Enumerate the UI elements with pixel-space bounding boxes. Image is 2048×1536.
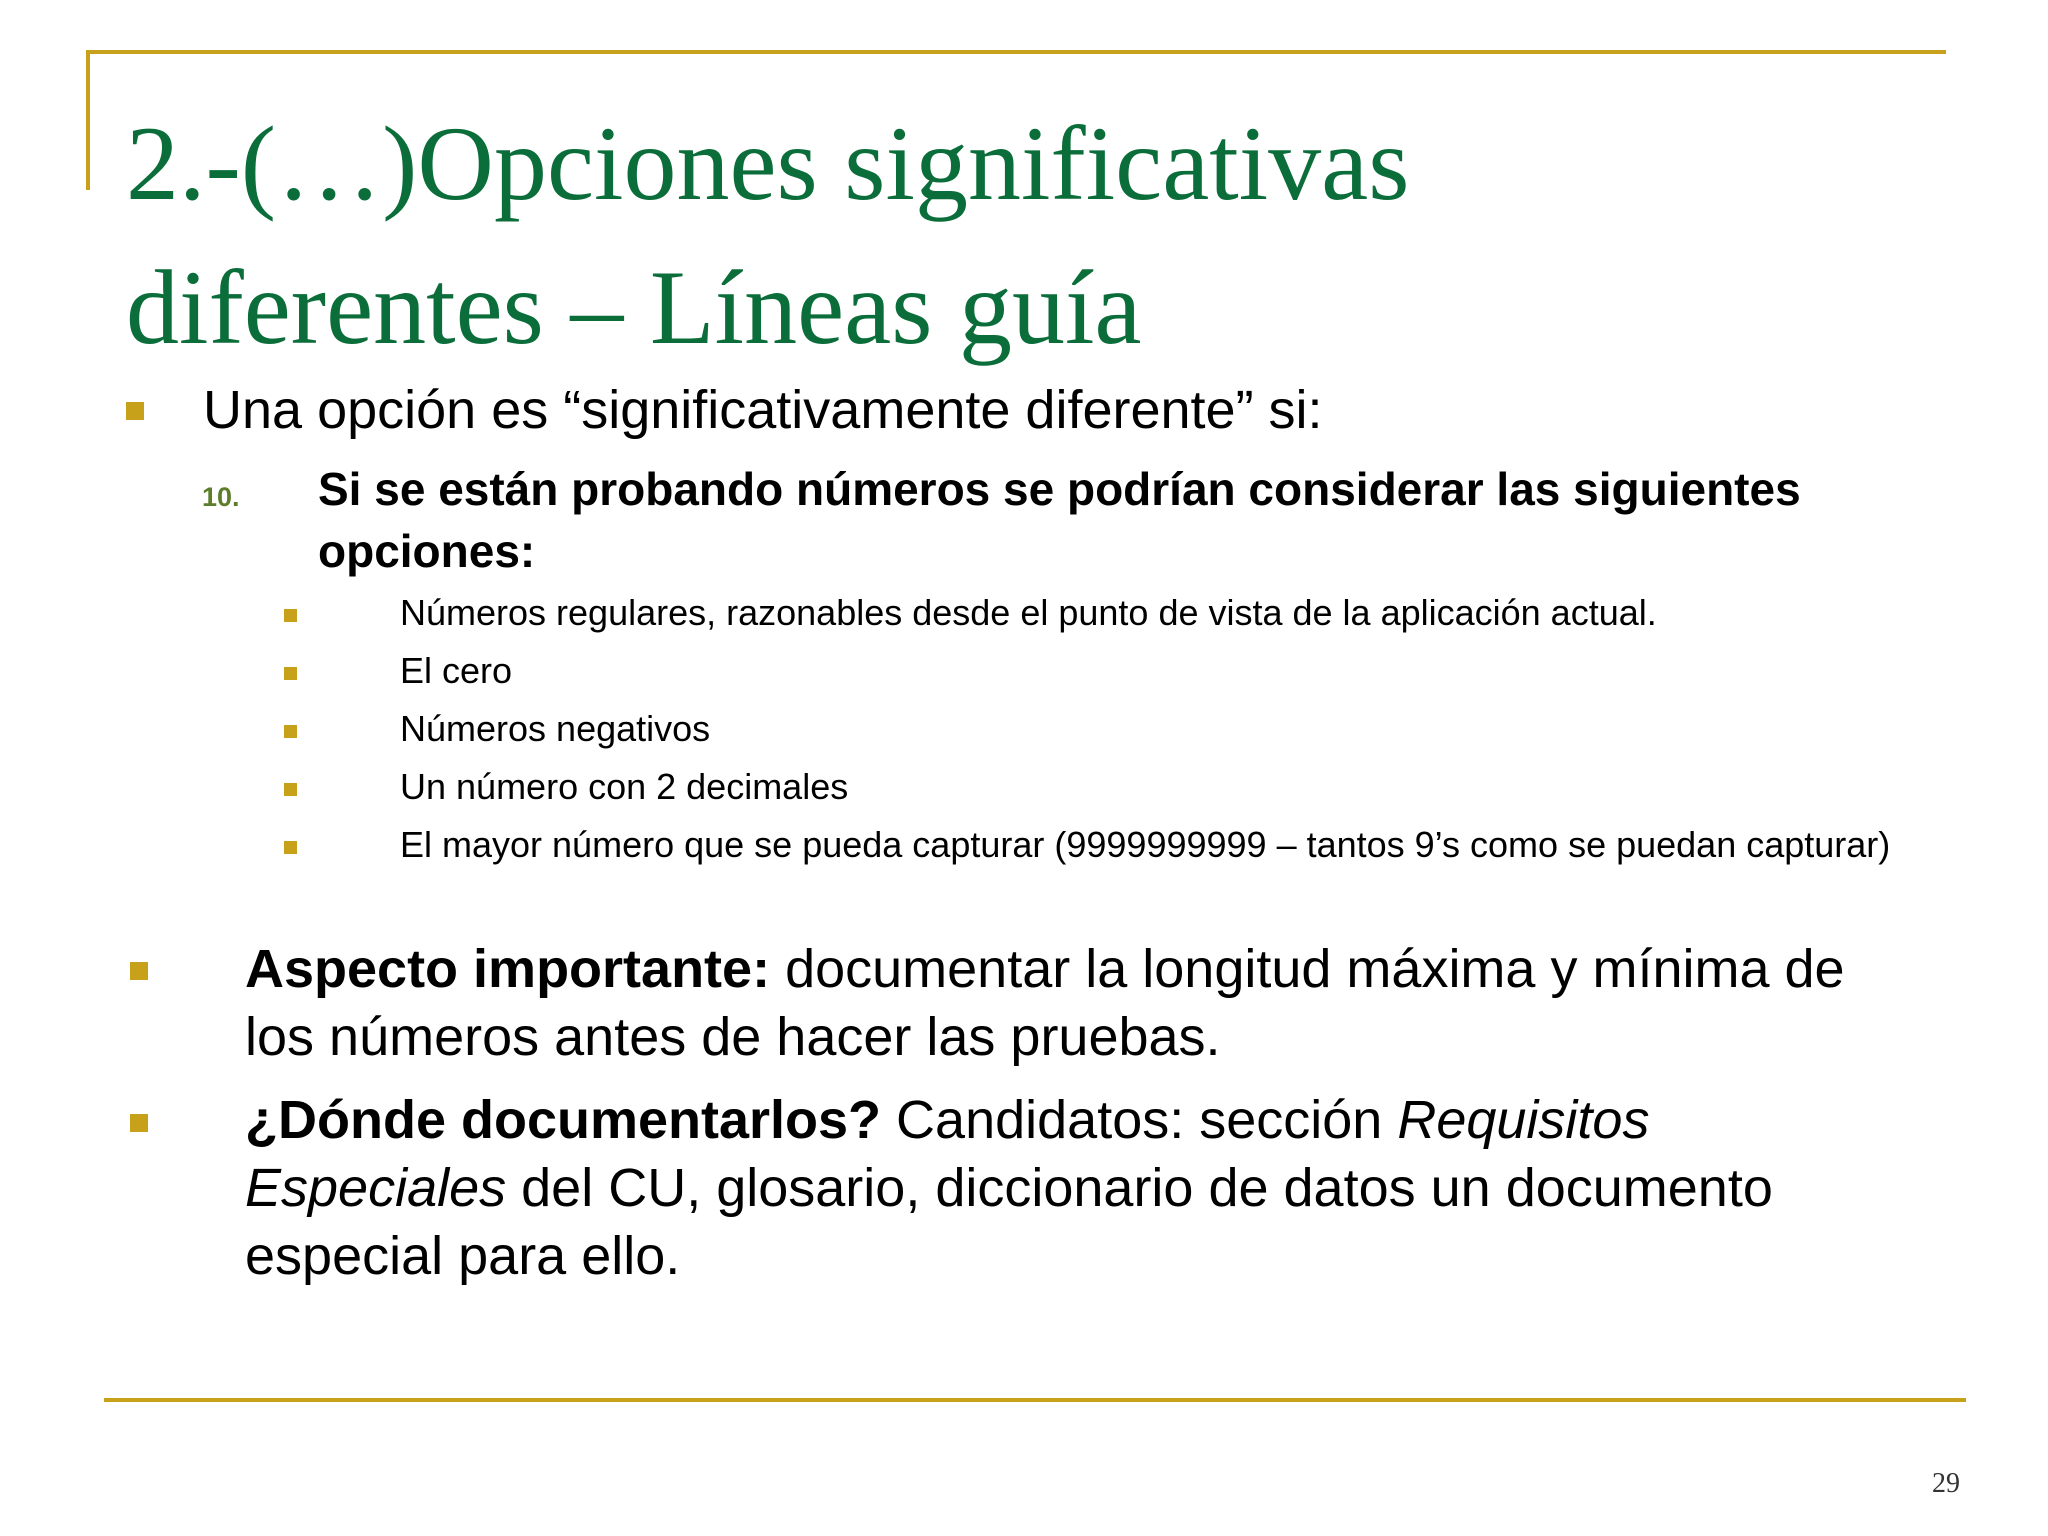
list-item — [284, 820, 1924, 870]
list-number: 10. — [202, 482, 240, 512]
list-item — [284, 704, 1924, 754]
title-line-1: 2.-(…)Opciones significativas — [126, 105, 1410, 222]
list-item — [284, 762, 1924, 812]
square-bullet-icon — [284, 725, 297, 738]
aspecto-paragraph — [245, 935, 1925, 1071]
slide-title — [126, 92, 1946, 380]
list-item-text: Números negativos — [400, 708, 711, 749]
title-line-2: diferentes – Líneas guía — [126, 249, 1142, 366]
donde-label: ¿Dónde documentarlos? — [245, 1090, 882, 1150]
page-number: 29 — [1932, 1468, 1960, 1499]
square-bullet-icon — [284, 783, 297, 796]
donde-paragraph — [245, 1086, 1925, 1290]
bullet-intro: Una opción es “significativamente diferente” si: — [203, 380, 1323, 440]
list-item-text: Números regulares, razonables desde el punto de vista de la aplicación actual. — [400, 592, 1657, 633]
aspecto-label: Aspecto importante: — [245, 939, 771, 999]
list-item-text: Un número con 2 decimales — [400, 766, 849, 807]
donde-text-1: Candidatos: sección — [881, 1090, 1398, 1150]
list-item — [284, 646, 1924, 696]
frame-left-line — [86, 50, 90, 190]
donde-italic: Requisitos Especiales — [245, 1090, 1650, 1218]
aspecto-text: documentar la longitud máxima y mínima de los números antes de hacer las pruebas. — [245, 939, 1845, 1067]
square-bullet-icon — [284, 841, 297, 854]
donde-text-2: del CU, glosario, diccionario de datos un documento especial para ello. — [245, 1158, 1773, 1286]
list-item — [284, 588, 1924, 638]
list-item-text: El mayor número que se pueda capturar (9999999999 – tantos 9’s como se puedan capturar) — [400, 824, 1891, 865]
square-bullet-icon — [284, 609, 297, 622]
list-item-text: El cero — [400, 650, 513, 691]
options-list — [284, 588, 1924, 878]
square-bullet-icon — [130, 1114, 148, 1132]
numbered-item-text: Si se están probando números se podrían considerar las siguientes opciones: — [318, 463, 1801, 577]
frame-top-line — [86, 50, 1946, 54]
square-bullet-icon — [130, 962, 148, 980]
square-bullet-icon — [284, 667, 297, 680]
square-bullet-icon — [126, 402, 144, 420]
frame-bottom-line — [104, 1398, 1966, 1402]
